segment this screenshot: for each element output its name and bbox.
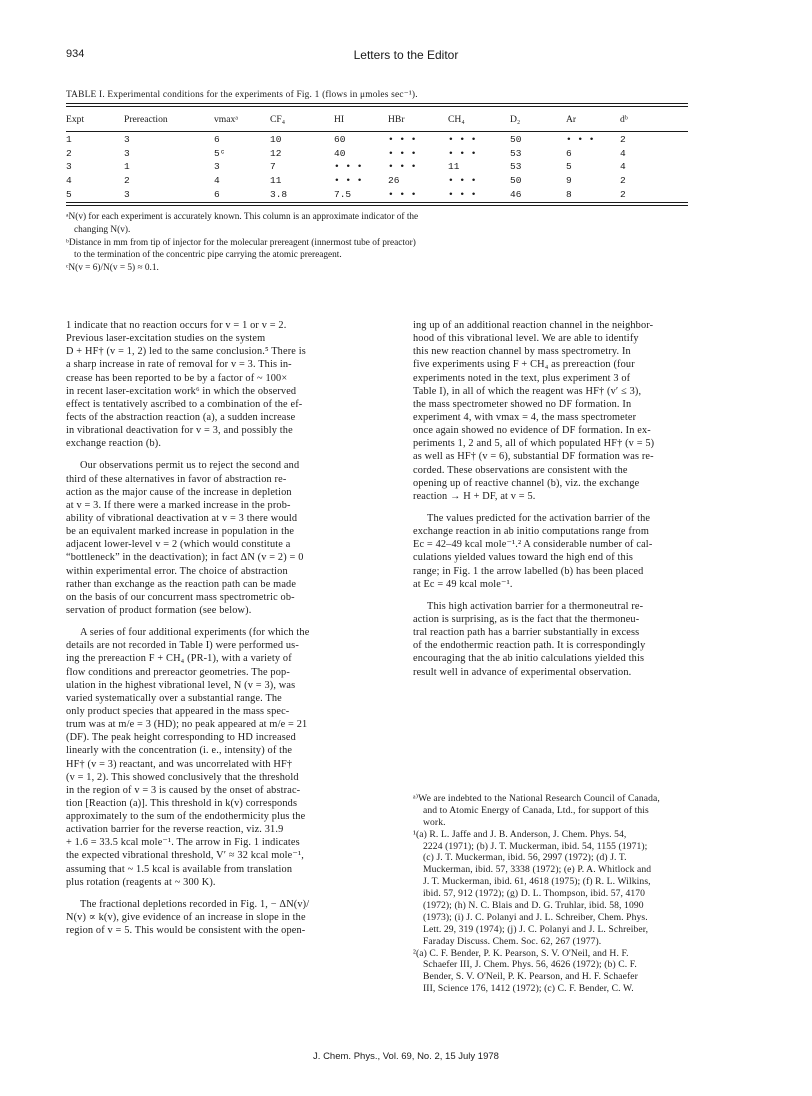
- table-footnote: ᵇDistance in mm from tip of injector for the molecular prereagent (innermost tube of preactor): [66, 237, 416, 248]
- table-row: [66, 131, 688, 147]
- text-line: as well as HF† (v = 6), substantial DF formation was re-: [413, 451, 654, 463]
- paragraph-gap: [413, 591, 753, 600]
- table-cell: 5: [566, 161, 572, 173]
- table-cell: 6: [214, 134, 220, 146]
- table-column-header: CF₄: [270, 113, 286, 125]
- table-footnote: to the termination of the concentric pipe carrying the atomic prereagent.: [74, 250, 342, 261]
- reference-line: ²(a) C. F. Bender, P. K. Pearson, S. V. O'Neil, and H. F.: [413, 947, 629, 959]
- footnotes-references: [413, 793, 753, 995]
- table-cell: • • •: [448, 175, 477, 187]
- text-line: flow conditions and prereactor geometries. The pop-: [66, 666, 290, 678]
- table-row: [66, 174, 688, 188]
- text-line: in the region of v = 3 is caused by the onset of abstrac-: [66, 784, 301, 796]
- table-column-header: HBr: [388, 113, 405, 125]
- text-line: at v = 3. If there were a marked increase in the prob-: [66, 499, 291, 511]
- table-cell: 7.5: [334, 188, 352, 200]
- text-line: The values predicted for the activation barrier of the: [427, 512, 651, 524]
- table-cell: 9: [566, 175, 572, 187]
- text-line: The fractional depletions recorded in Fig. 1, − ΔN(v)/: [80, 898, 310, 910]
- text-line: action is surprising, as is the fact that the thermoneu-: [413, 613, 640, 625]
- text-line: region of v = 5. This would be consistent with the open-: [66, 925, 306, 937]
- text-line: on the basis of our concurrent mass spectrometric ob-: [66, 591, 295, 603]
- table-cell: • • •: [448, 134, 477, 146]
- text-line: range; in Fig. 1 the arrow labelled (b) has been placed: [413, 565, 644, 577]
- text-line: “bottleneck” in the deactivation); in fact ΔN (v = 2) = 0: [66, 552, 304, 564]
- text-line: of the endothermic reaction path. It is correspondingly: [413, 640, 646, 652]
- text-line: encouraging that the ab initio calculations yielded this: [413, 653, 645, 665]
- text-line: This high activation barrier for a thermoneutral re-: [427, 600, 644, 612]
- text-line: effect is tentatively ascribed to a combination of the ef-: [66, 398, 303, 410]
- table-cell: 50: [510, 134, 522, 146]
- table-column-header: CH₄: [448, 113, 465, 125]
- table-cell: 5ᶜ: [214, 147, 226, 159]
- table-cell: 3: [124, 188, 130, 200]
- table-cell: 53: [510, 147, 522, 159]
- reference-line: (c) J. T. Muckerman, ibid. 56, 2997 (1972); (d) J. T.: [423, 852, 627, 864]
- text-line: opening up of reactive channel (b), viz. the exchange: [413, 477, 640, 489]
- text-line: at Ec = 49 kcal mole⁻¹.: [413, 578, 513, 590]
- experiment-table: [66, 107, 688, 201]
- reference-line: work.: [423, 816, 446, 828]
- text-line: rather than exchange as the reaction path can be made: [66, 578, 297, 590]
- text-line: once again showed no evidence of DF formation. In ex-: [413, 425, 651, 437]
- text-line: + 1.6 = 33.5 kcal mole⁻¹. The arrow in Fig. 1 indicates: [66, 837, 300, 849]
- text-line: hood of this vibrational level. We are able to identify: [413, 333, 639, 345]
- table-cell: 4: [620, 147, 626, 159]
- table-cell: 11: [270, 175, 282, 187]
- table-cell: • • •: [448, 188, 477, 200]
- text-line: D + HF† (v = 1, 2) led to the same conclusion.⁵ There is: [66, 346, 306, 358]
- text-line: details are not recorded in Table I) were performed us-: [66, 640, 299, 652]
- table-cell: 1: [66, 134, 72, 146]
- table-column-header: Expt: [66, 113, 85, 125]
- text-line: Our observations permit us to reject the second and: [80, 460, 300, 472]
- table-cell: • • •: [566, 134, 595, 146]
- reference-line: Lett. 29, 319 (1974); (j) J. C. Polanyi and J. L. Schreiber,: [423, 923, 649, 935]
- paragraph-gap: [413, 503, 753, 512]
- table-rule-bottom-double: [66, 205, 688, 206]
- table-cell: 3: [124, 147, 130, 159]
- table-column-header: dᵇ: [620, 113, 628, 125]
- text-line: five experiments using F + CH₄ as prereaction (four: [413, 359, 635, 371]
- table-rule-top: [66, 103, 688, 104]
- table-cell: 50: [510, 175, 522, 187]
- text-line: the mass spectrometer showed no DF formation. In: [413, 398, 632, 410]
- table-cell: 2: [124, 175, 130, 187]
- table-cell: 46: [510, 188, 522, 200]
- table-cell: 3: [124, 134, 130, 146]
- text-line: experiment 4, with vmax = 4, the mass spectrometer: [413, 411, 637, 423]
- text-line: varied systematically over a substantial range. The: [66, 692, 282, 704]
- text-line: experiments noted in the text, plus experiment 3 of: [413, 372, 631, 384]
- text-line: 1 indicate that no reaction occurs for v = 1 or v = 2.: [66, 320, 287, 331]
- text-line: servation of product formation (see below).: [66, 604, 252, 616]
- reference-line: Faraday Discuss. Chem. Soc. 62, 267 (1977).: [423, 935, 602, 947]
- table-cell: 2: [620, 134, 626, 146]
- table-cell: 4: [66, 175, 72, 187]
- table-cell: 60: [334, 134, 346, 146]
- text-line: in recent laser-excitation work⁶ in which the observed: [66, 385, 297, 397]
- table-cell: 5: [66, 188, 72, 200]
- text-line: action as the major cause of the increase in depletion: [66, 486, 292, 498]
- table-cell: 1: [124, 161, 130, 173]
- text-line: Ec = 42–49 kcal mole⁻¹.² A considerable number of cal-: [413, 539, 653, 551]
- text-line: a sharp increase in rate of removal for v = 3. This in-: [66, 359, 292, 371]
- table-row: [66, 187, 688, 201]
- table-cell: 2: [620, 175, 626, 187]
- table-cell: • • •: [388, 147, 417, 159]
- reference-line: 2224 (1971); (b) J. T. Muckerman, ibid. 54, 1155 (1971);: [423, 840, 648, 852]
- reference-line: ᵃ⁾We are indebted to the National Research Council of Canada,: [413, 793, 660, 804]
- table-cell: 3: [66, 161, 72, 173]
- text-line: activation barrier for the reverse reaction, viz. 31.9: [66, 824, 284, 836]
- table-cell: • • •: [334, 175, 363, 187]
- table-footnote: ᵃN(v) for each experiment is accurately known. This column is an approximate indicator of the: [66, 212, 419, 222]
- text-line: corded. These observations are consistent with the: [413, 464, 628, 476]
- table-cell: 2: [66, 147, 72, 159]
- table-cell: 3: [214, 161, 220, 173]
- text-line: exchange reaction in ab initio computations range from: [413, 526, 649, 538]
- table-cell: • • •: [388, 134, 417, 146]
- table-cell: 53: [510, 161, 522, 173]
- table-cell: 7: [270, 161, 276, 173]
- table-column-header: Prereaction: [124, 113, 168, 125]
- text-line: periments 1, 2 and 5, all of which populated HF† (v = 5): [413, 438, 655, 450]
- text-line: in vibrational deactivation for v = 3, and possibly the: [66, 425, 293, 437]
- text-line: this new reaction channel by mass spectrometry. In: [413, 346, 631, 358]
- table-cell: • • •: [334, 161, 363, 173]
- table-cell: 12: [270, 147, 282, 159]
- table-row: [66, 160, 688, 174]
- text-line: fects of the abstraction reaction (a), a sudden increase: [66, 411, 296, 423]
- table-rule-bottom: [66, 202, 688, 203]
- table-column-header: HI: [334, 113, 345, 125]
- running-title: Letters to the Editor: [353, 48, 459, 62]
- table-cell: 6: [214, 188, 220, 200]
- text-line: result well in advance of experimental observation.: [413, 666, 632, 678]
- table-cell: 11: [448, 161, 460, 173]
- text-line: approximately to the sum of the endothermicity plus the: [66, 811, 306, 823]
- text-line: ing the prereaction F + CH₄ (PR-1), with a variety of: [66, 653, 292, 665]
- text-line: (DF). The peak height corresponding to HD increased: [66, 732, 296, 744]
- table-column-header: Ar: [566, 113, 577, 125]
- table-cell: 3.8: [270, 188, 288, 200]
- right-column: [413, 319, 753, 679]
- text-line: HF† (v = 3) reactant, and was uncorrelated with HF†: [66, 758, 293, 770]
- text-line: ing up of an additional reaction channel in the neighbor-: [413, 320, 654, 331]
- table-footnote: changing N(v).: [74, 224, 131, 235]
- journal-footer: J. Chem. Phys., Vol. 69, No. 2, 15 July 1978: [313, 1051, 499, 1062]
- text-line: assuming that ~ 1.5 kcal is available from translation: [66, 863, 293, 875]
- text-line: exchange reaction (b).: [66, 438, 162, 450]
- reference-line: (1972); (h) N. C. Blais and D. G. Truhlar, ibid. 58, 1090: [423, 900, 644, 912]
- reference-line: Schaefer III, J. Chem. Phys. 56, 4626 (1972); (b) C. F.: [423, 959, 637, 971]
- text-line: plus rotation (reagents at ~ 300 K).: [66, 876, 216, 888]
- reference-line: III, Science 176, 1412 (1972); (c) C. F. Bender, C. W.: [423, 983, 634, 995]
- text-line: within experimental error. The choice of abstraction: [66, 565, 288, 577]
- text-line: adjacent lower-level v = 2 (which would constitute a: [66, 539, 291, 551]
- text-line: ability of vibrational deactivation at v = 3 there would: [66, 512, 298, 524]
- table-cell: 8: [566, 188, 572, 200]
- table-footnote: ᶜN(v = 6)/N(v = 5) ≈ 0.1.: [66, 263, 159, 274]
- table-cell: 4: [620, 161, 626, 173]
- reference-line: J. T. Muckerman, ibid. 61, 4618 (1975); (f) R. L. Wilkins,: [423, 876, 651, 888]
- text-line: be an equivalent marked increase in population in the: [66, 526, 295, 538]
- table-row: [66, 147, 688, 161]
- reference-line: (1973); (i) J. C. Polanyi and J. L. Schreiber, Chem. Phys.: [423, 911, 648, 923]
- text-line: crease has been reported to be by a factor of ~ 100×: [66, 372, 288, 384]
- left-column: [66, 319, 404, 937]
- text-line: third of these alternatives in favor of abstraction re-: [66, 473, 287, 485]
- table-cell: 2: [620, 188, 626, 200]
- text-line: only product species that appeared in the mass spec-: [66, 705, 290, 717]
- text-line: reaction → H + DF, at v = 5.: [413, 490, 536, 502]
- reference-line: ibid. 57, 912 (1972); (g) D. L. Thompson, ibid. 57, 4170: [423, 888, 646, 900]
- paragraph-gap: [66, 617, 404, 626]
- table-cell: • • •: [388, 188, 417, 200]
- table-caption: TABLE I. Experimental conditions for the experiments of Fig. 1 (flows in μmoles sec⁻¹).: [66, 90, 418, 100]
- text-line: trum was at m/e = 3 (HD); no peak appeared at m/e = 21: [66, 719, 308, 731]
- table-footnotes: [66, 211, 706, 275]
- table-cell: 6: [566, 147, 572, 159]
- text-line: the expected vibrational threshold, V′ ≈ 32 kcal mole⁻¹,: [66, 850, 304, 862]
- paragraph-gap: [66, 889, 404, 898]
- text-line: (v = 1, 2). This showed conclusively that the threshold: [66, 771, 299, 783]
- reference-line: Bender, S. V. O'Neil, P. K. Pearson, and H. F. Schaefer: [423, 971, 638, 983]
- text-line: Table I), in all of which the reagent was HF† (v′ ≤ 3),: [413, 385, 642, 397]
- text-line: A series of four additional experiments (for which the: [80, 627, 310, 639]
- table-cell: 10: [270, 134, 282, 146]
- reference-line: and to Atomic Energy of Canada, Ltd., for support of this: [423, 804, 649, 816]
- table-cell: 26: [388, 175, 400, 187]
- table-cell: • • •: [388, 161, 417, 173]
- table-header-row: [66, 107, 688, 131]
- table-body: [66, 131, 688, 201]
- text-line: ulation in the highest vibrational level, N (v = 3), was: [66, 679, 296, 691]
- text-line: N(v) ∝ k(v), give evidence of an increase in slope in the: [66, 912, 306, 924]
- table-cell: • • •: [448, 147, 477, 159]
- table-column-header: D₂: [510, 113, 521, 125]
- text-line: Previous laser-excitation studies on the system: [66, 333, 266, 345]
- paragraph-gap: [66, 450, 404, 459]
- table-column-header: vmaxᵃ: [214, 113, 238, 125]
- text-line: tion [Reaction (a)]. This threshold in k(v) corresponds: [66, 797, 298, 809]
- page-number: 934: [66, 48, 85, 60]
- text-line: linearly with the concentration (i. e., intensity) of the: [66, 745, 293, 757]
- table-cell: 40: [334, 147, 346, 159]
- reference-line: Muckerman, ibid. 57, 3338 (1972); (e) P. A. Whitlock and: [423, 864, 652, 876]
- reference-line: ¹(a) R. L. Jaffe and J. B. Anderson, J. Chem. Phys. 54,: [413, 828, 627, 840]
- table-cell: 4: [214, 175, 220, 187]
- text-line: culations yielded values toward the high end of this: [413, 552, 633, 564]
- text-line: tral reaction path has a barrier substantially in excess: [413, 627, 640, 639]
